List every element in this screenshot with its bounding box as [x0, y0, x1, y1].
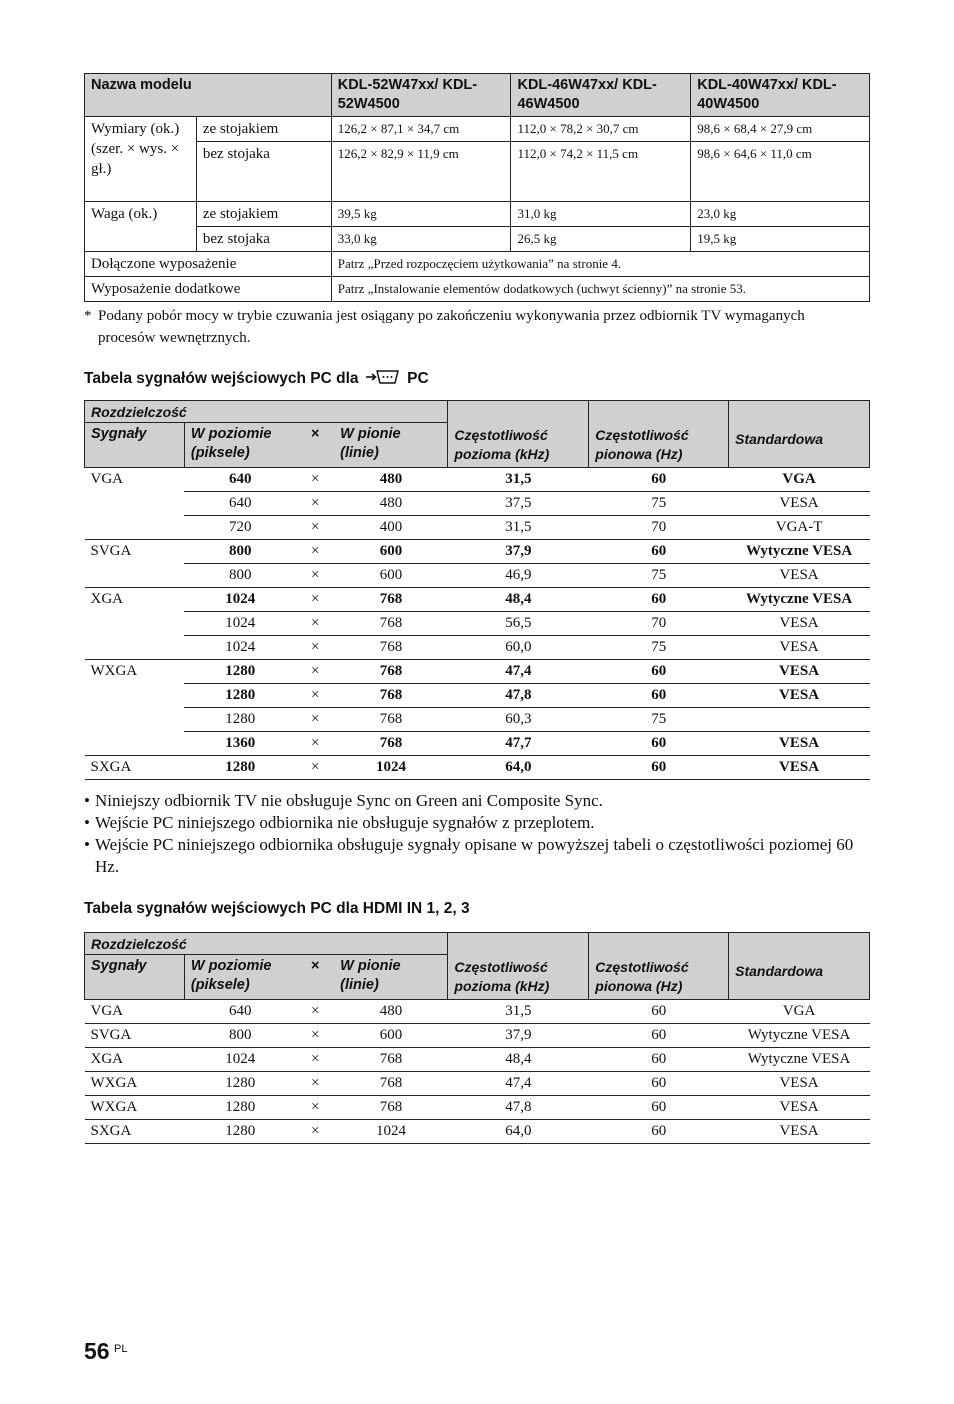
- pc-vertical-cell: 768: [334, 708, 448, 732]
- hdmi-horizontal-cell: 800: [184, 1024, 296, 1048]
- pc-header-signals: Sygnały: [85, 423, 185, 468]
- pc-vfreq-cell: 60: [589, 588, 729, 612]
- pc-horizontal-cell: 1024: [184, 636, 296, 660]
- hdmi-vfreq-cell: 60: [589, 1072, 729, 1096]
- dim-40-nostand: 98,6 × 64,6 × 11,0 cm: [691, 142, 870, 202]
- pc-vfreq-cell: 70: [589, 516, 729, 540]
- pc-header-row-1: [85, 401, 870, 423]
- hdmi-times-cell: ×: [296, 1024, 334, 1048]
- hdmi-vfreq-cell: 60: [589, 1000, 729, 1024]
- page-language: PL: [114, 1343, 128, 1355]
- pc-horizontal-cell: 1280: [184, 708, 296, 732]
- hdmi-signal-cell: VGA: [85, 1000, 185, 1024]
- pc-vfreq-cell: 60: [589, 684, 729, 708]
- hdmi-row: [85, 1096, 870, 1120]
- pc-horizontal-cell: 1024: [184, 588, 296, 612]
- weight-label: Waga (ok.): [85, 202, 197, 252]
- hdmi-horizontal-cell: 1024: [184, 1048, 296, 1072]
- optional-label: Wyposażenie dodatkowe: [85, 277, 332, 302]
- pc-signal-cell: SXGA: [85, 756, 185, 780]
- hdmi-table-body: [85, 1000, 870, 1144]
- pc-standard-cell: VGA: [729, 468, 870, 492]
- pc-row: [85, 540, 870, 564]
- pc-signal-cell: [85, 516, 185, 540]
- pc-hfreq-cell: 31,5: [448, 516, 589, 540]
- hdmi-signal-cell: SVGA: [85, 1024, 185, 1048]
- note-item: • Wejście PC niniejszego odbiornika nie obsługuje sygnałów z przeplotem.: [84, 812, 874, 834]
- pc-signal-cell: VGA: [90, 471, 123, 488]
- pc-vertical-cell: 768: [334, 732, 448, 756]
- spec-table: [84, 73, 870, 302]
- hdmi-header-times: ×: [296, 955, 334, 1000]
- pc-signal-cell: WXGA: [90, 663, 138, 680]
- pc-row: [85, 564, 870, 588]
- pc-horizontal-cell: 1360: [184, 732, 296, 756]
- pc-vfreq-cell: 75: [589, 492, 729, 516]
- pc-signal-cell: SVGA: [90, 543, 132, 560]
- hdmi-standard-cell: VESA: [729, 1096, 870, 1120]
- notes-list: [84, 790, 874, 878]
- dim-52-nostand: 126,2 × 82,9 × 11,9 cm: [331, 142, 511, 202]
- pc-times-cell: ×: [296, 660, 334, 684]
- pc-standard-cell: VESA: [729, 492, 870, 516]
- included-value: Patrz „Przed rozpoczęciem użytkowania” na stronie 4.: [331, 252, 869, 277]
- pc-standard-cell: VESA: [729, 612, 870, 636]
- dimensions-label: Wymiary (ok.) (szer. × wys. × gł.): [85, 117, 197, 202]
- pc-times-cell: ×: [296, 612, 334, 636]
- pc-standard-cell: VESA: [729, 636, 870, 660]
- pc-hfreq-cell: 37,5: [448, 492, 589, 516]
- dimensions-sub-stand: ze stojakiem: [196, 117, 331, 142]
- pc-times-cell: ×: [296, 540, 334, 564]
- hdmi-horizontal-cell: 1280: [184, 1120, 296, 1144]
- pc-signal-cell: [85, 708, 185, 732]
- pc-row: [85, 708, 870, 732]
- pc-vfreq-cell: 60: [589, 756, 729, 780]
- hdmi-standard-cell: VESA: [729, 1120, 870, 1144]
- weight-52-stand: 39,5 kg: [331, 202, 511, 227]
- pc-row: [85, 756, 870, 780]
- optional-value: Patrz „Instalowanie elementów dodatkowych (uchwyt ścienny)” na stronie 53.: [331, 277, 869, 302]
- hdmi-vfreq-cell: 60: [589, 1096, 729, 1120]
- pc-signal-cell: [85, 732, 185, 756]
- pc-header-hfreq: Częstotliwość pozioma (kHz): [448, 401, 589, 468]
- pc-times-cell: ×: [296, 492, 334, 516]
- pc-header-standard: Standardowa: [729, 401, 870, 468]
- pc-row: [85, 588, 870, 612]
- hdmi-row: [85, 1072, 870, 1096]
- hdmi-times-cell: ×: [296, 1072, 334, 1096]
- hdmi-table-heading: Tabela sygnałów wejściowych PC dla HDMI IN 1, 2, 3: [84, 900, 470, 917]
- pc-times-cell: ×: [296, 516, 334, 540]
- weight-46-stand: 31,0 kg: [511, 202, 691, 227]
- note-item: • Wejście PC niniejszego odbiornika obsługuje sygnały opisane w powyższej tabeli o częstotliwości poziomej 60 Hz.: [84, 834, 874, 878]
- pc-vfreq-cell: 75: [589, 708, 729, 732]
- hdmi-header-vertical: W pionie (linie): [334, 955, 448, 1000]
- weight-sub-nostand: bez stojaka: [196, 227, 331, 252]
- pc-vfreq-cell: 60: [589, 468, 729, 492]
- pc-vertical-cell: 400: [334, 516, 448, 540]
- pc-header-vertical: W pionie (linie): [334, 423, 448, 468]
- hdmi-vertical-cell: 768: [334, 1072, 448, 1096]
- pc-hfreq-cell: 47,8: [448, 684, 589, 708]
- dimensions-row-nostand: [85, 142, 870, 202]
- pc-row: [85, 468, 870, 492]
- pc-times-cell: ×: [296, 684, 334, 708]
- footnote-star: *: [84, 308, 92, 324]
- hdmi-hfreq-cell: 64,0: [448, 1120, 589, 1144]
- weight-sub-stand: ze stojakiem: [196, 202, 331, 227]
- pc-horizontal-cell: 1024: [184, 612, 296, 636]
- model-40: KDL-40W47xx/ KDL-40W4500: [691, 74, 870, 117]
- model-52: KDL-52W47xx/ KDL-52W4500: [331, 74, 511, 117]
- pc-times-cell: ×: [296, 564, 334, 588]
- dim-52-stand: 126,2 × 87,1 × 34,7 cm: [331, 117, 511, 142]
- pc-horizontal-cell: 1280: [184, 756, 296, 780]
- hdmi-horizontal-cell: 1280: [184, 1072, 296, 1096]
- pc-vertical-cell: 600: [334, 540, 448, 564]
- hdmi-header-horizontal: W poziomie (piksele): [184, 955, 296, 1000]
- hdmi-vertical-cell: 480: [334, 1000, 448, 1024]
- pc-standard-cell: VESA: [729, 684, 870, 708]
- hdmi-vertical-cell: 1024: [334, 1120, 448, 1144]
- hdmi-signal-table: [84, 932, 870, 1144]
- weight-row-stand: [85, 202, 870, 227]
- pc-standard-cell: [729, 708, 870, 732]
- pc-vertical-cell: 480: [334, 468, 448, 492]
- hdmi-hfreq-cell: 37,9: [448, 1024, 589, 1048]
- pc-horizontal-cell: 1280: [184, 684, 296, 708]
- hdmi-header-signals: Sygnały: [85, 955, 185, 1000]
- pc-heading-suffix: PC: [407, 370, 429, 387]
- pc-hfreq-cell: 37,9: [448, 540, 589, 564]
- pc-vertical-cell: 600: [334, 564, 448, 588]
- pc-hfreq-cell: 47,4: [448, 660, 589, 684]
- pc-row: [85, 732, 870, 756]
- dim-46-nostand: 112,0 × 74,2 × 11,5 cm: [511, 142, 691, 202]
- pc-input-icon: [365, 368, 401, 391]
- hdmi-standard-cell: Wytyczne VESA: [729, 1048, 870, 1072]
- pc-times-cell: ×: [296, 756, 334, 780]
- weight-40-nostand: 19,5 kg: [691, 227, 870, 252]
- dim-46-stand: 112,0 × 78,2 × 30,7 cm: [511, 117, 691, 142]
- hdmi-signal-cell: WXGA: [85, 1072, 185, 1096]
- pc-header-horizontal: W poziomie (piksele): [184, 423, 296, 468]
- pc-vertical-cell: 480: [334, 492, 448, 516]
- pc-heading-prefix: Tabela sygnałów wejściowych PC dla: [84, 370, 359, 387]
- dimensions-sub-nostand: bez stojaka: [196, 142, 331, 202]
- pc-vfreq-cell: 60: [589, 732, 729, 756]
- hdmi-row: [85, 1120, 870, 1144]
- pc-signal-cell: [85, 684, 185, 708]
- optional-row: [85, 277, 870, 302]
- pc-row: [85, 636, 870, 660]
- pc-hfreq-cell: 60,3: [448, 708, 589, 732]
- hdmi-vfreq-cell: 60: [589, 1120, 729, 1144]
- pc-horizontal-cell: 800: [184, 540, 296, 564]
- pc-horizontal-cell: 640: [184, 492, 296, 516]
- footnote-text: Podany pobór mocy w trybie czuwania jest osiągany po zakończeniu wykonywania przez odbiornik TV wymaganych procesów wewnętrznych.: [98, 308, 805, 346]
- pc-vertical-cell: 768: [334, 636, 448, 660]
- pc-hfreq-cell: 64,0: [448, 756, 589, 780]
- weight-46-nostand: 26,5 kg: [511, 227, 691, 252]
- pc-standard-cell: VGA-T: [729, 516, 870, 540]
- hdmi-times-cell: ×: [296, 1096, 334, 1120]
- hdmi-row: [85, 1048, 870, 1072]
- pc-hfreq-cell: 48,4: [448, 588, 589, 612]
- pc-hfreq-cell: 31,5: [448, 468, 589, 492]
- pc-signal-cell: [85, 636, 185, 660]
- pc-row: [85, 516, 870, 540]
- pc-vfreq-cell: 60: [589, 540, 729, 564]
- hdmi-header-resolution: Rozdzielczość: [85, 933, 448, 955]
- pc-signal-cell: XGA: [90, 591, 123, 608]
- hdmi-vertical-cell: 768: [334, 1096, 448, 1120]
- included-row: [85, 252, 870, 277]
- pc-vertical-cell: 768: [334, 660, 448, 684]
- hdmi-hfreq-cell: 47,8: [448, 1096, 589, 1120]
- hdmi-signal-cell: SXGA: [85, 1120, 185, 1144]
- pc-header-vfreq: Częstotliwość pionowa (Hz): [589, 401, 729, 468]
- hdmi-signal-cell: XGA: [85, 1048, 185, 1072]
- hdmi-row: [85, 1000, 870, 1024]
- hdmi-times-cell: ×: [296, 1048, 334, 1072]
- pc-signal-table: [84, 400, 870, 780]
- pc-signal-cell: [85, 564, 185, 588]
- weight-52-nostand: 33,0 kg: [331, 227, 511, 252]
- pc-row: [85, 684, 870, 708]
- pc-times-cell: ×: [296, 636, 334, 660]
- pc-table-body: [85, 468, 870, 780]
- pc-vertical-cell: 768: [334, 612, 448, 636]
- pc-times-cell: ×: [296, 468, 334, 492]
- hdmi-standard-cell: VESA: [729, 1072, 870, 1096]
- weight-40-stand: 23,0 kg: [691, 202, 870, 227]
- pc-times-cell: ×: [296, 732, 334, 756]
- hdmi-vertical-cell: 600: [334, 1024, 448, 1048]
- included-label: Dołączone wyposażenie: [85, 252, 332, 277]
- pc-horizontal-cell: 640: [184, 468, 296, 492]
- pc-vfreq-cell: 75: [589, 636, 729, 660]
- pc-row: [85, 492, 870, 516]
- hdmi-hfreq-cell: 47,4: [448, 1072, 589, 1096]
- pc-vfreq-cell: 75: [589, 564, 729, 588]
- dim-40-stand: 98,6 × 68,4 × 27,9 cm: [691, 117, 870, 142]
- pc-standard-cell: VESA: [729, 660, 870, 684]
- pc-hfreq-cell: 60,0: [448, 636, 589, 660]
- pc-vfreq-cell: 70: [589, 612, 729, 636]
- hdmi-hfreq-cell: 48,4: [448, 1048, 589, 1072]
- pc-vfreq-cell: 60: [589, 660, 729, 684]
- pc-row: [85, 612, 870, 636]
- hdmi-vfreq-cell: 60: [589, 1048, 729, 1072]
- pc-standard-cell: VESA: [729, 756, 870, 780]
- pc-horizontal-cell: 720: [184, 516, 296, 540]
- pc-signal-cell: [85, 612, 185, 636]
- model-label: Nazwa modelu: [85, 74, 332, 117]
- pc-header-times: ×: [296, 423, 334, 468]
- page-number: 56: [84, 1338, 110, 1364]
- note-item: • Niniejszy odbiornik TV nie obsługuje Sync on Green ani Composite Sync.: [84, 790, 874, 812]
- pc-vertical-cell: 768: [334, 684, 448, 708]
- hdmi-horizontal-cell: 1280: [184, 1096, 296, 1120]
- hdmi-standard-cell: VGA: [729, 1000, 870, 1024]
- pc-row: [85, 660, 870, 684]
- hdmi-vertical-cell: 768: [334, 1048, 448, 1072]
- hdmi-header-vfreq: Częstotliwość pionowa (Hz): [589, 933, 729, 1000]
- weight-row-nostand: [85, 227, 870, 252]
- pc-vertical-cell: 768: [334, 588, 448, 612]
- pc-hfreq-cell: 46,9: [448, 564, 589, 588]
- hdmi-vfreq-cell: 60: [589, 1024, 729, 1048]
- hdmi-row: [85, 1024, 870, 1048]
- hdmi-standard-cell: Wytyczne VESA: [729, 1024, 870, 1048]
- pc-standard-cell: VESA: [729, 732, 870, 756]
- pc-table-heading: [84, 368, 429, 391]
- pc-standard-cell: VESA: [729, 564, 870, 588]
- pc-hfreq-cell: 56,5: [448, 612, 589, 636]
- hdmi-signal-cell: WXGA: [85, 1096, 185, 1120]
- pc-times-cell: ×: [296, 708, 334, 732]
- hdmi-hfreq-cell: 31,5: [448, 1000, 589, 1024]
- hdmi-header-standard: Standardowa: [729, 933, 870, 1000]
- pc-header-resolution: Rozdzielczość: [85, 401, 448, 423]
- footnote: [84, 305, 824, 349]
- hdmi-times-cell: ×: [296, 1120, 334, 1144]
- pc-horizontal-cell: 1280: [184, 660, 296, 684]
- pc-times-cell: ×: [296, 588, 334, 612]
- hdmi-times-cell: ×: [296, 1000, 334, 1024]
- pc-hfreq-cell: 47,7: [448, 732, 589, 756]
- pc-standard-cell: Wytyczne VESA: [729, 540, 870, 564]
- pc-horizontal-cell: 800: [184, 564, 296, 588]
- hdmi-horizontal-cell: 640: [184, 1000, 296, 1024]
- pc-vertical-cell: 1024: [334, 756, 448, 780]
- model-46: KDL-46W47xx/ KDL-46W4500: [511, 74, 691, 117]
- hdmi-header-hfreq: Częstotliwość pozioma (kHz): [448, 933, 589, 1000]
- dimensions-row-stand: [85, 117, 870, 142]
- pc-signal-cell: [85, 492, 185, 516]
- spec-header-row: [85, 74, 870, 117]
- hdmi-header-row-1: [85, 933, 870, 955]
- pc-standard-cell: Wytyczne VESA: [729, 588, 870, 612]
